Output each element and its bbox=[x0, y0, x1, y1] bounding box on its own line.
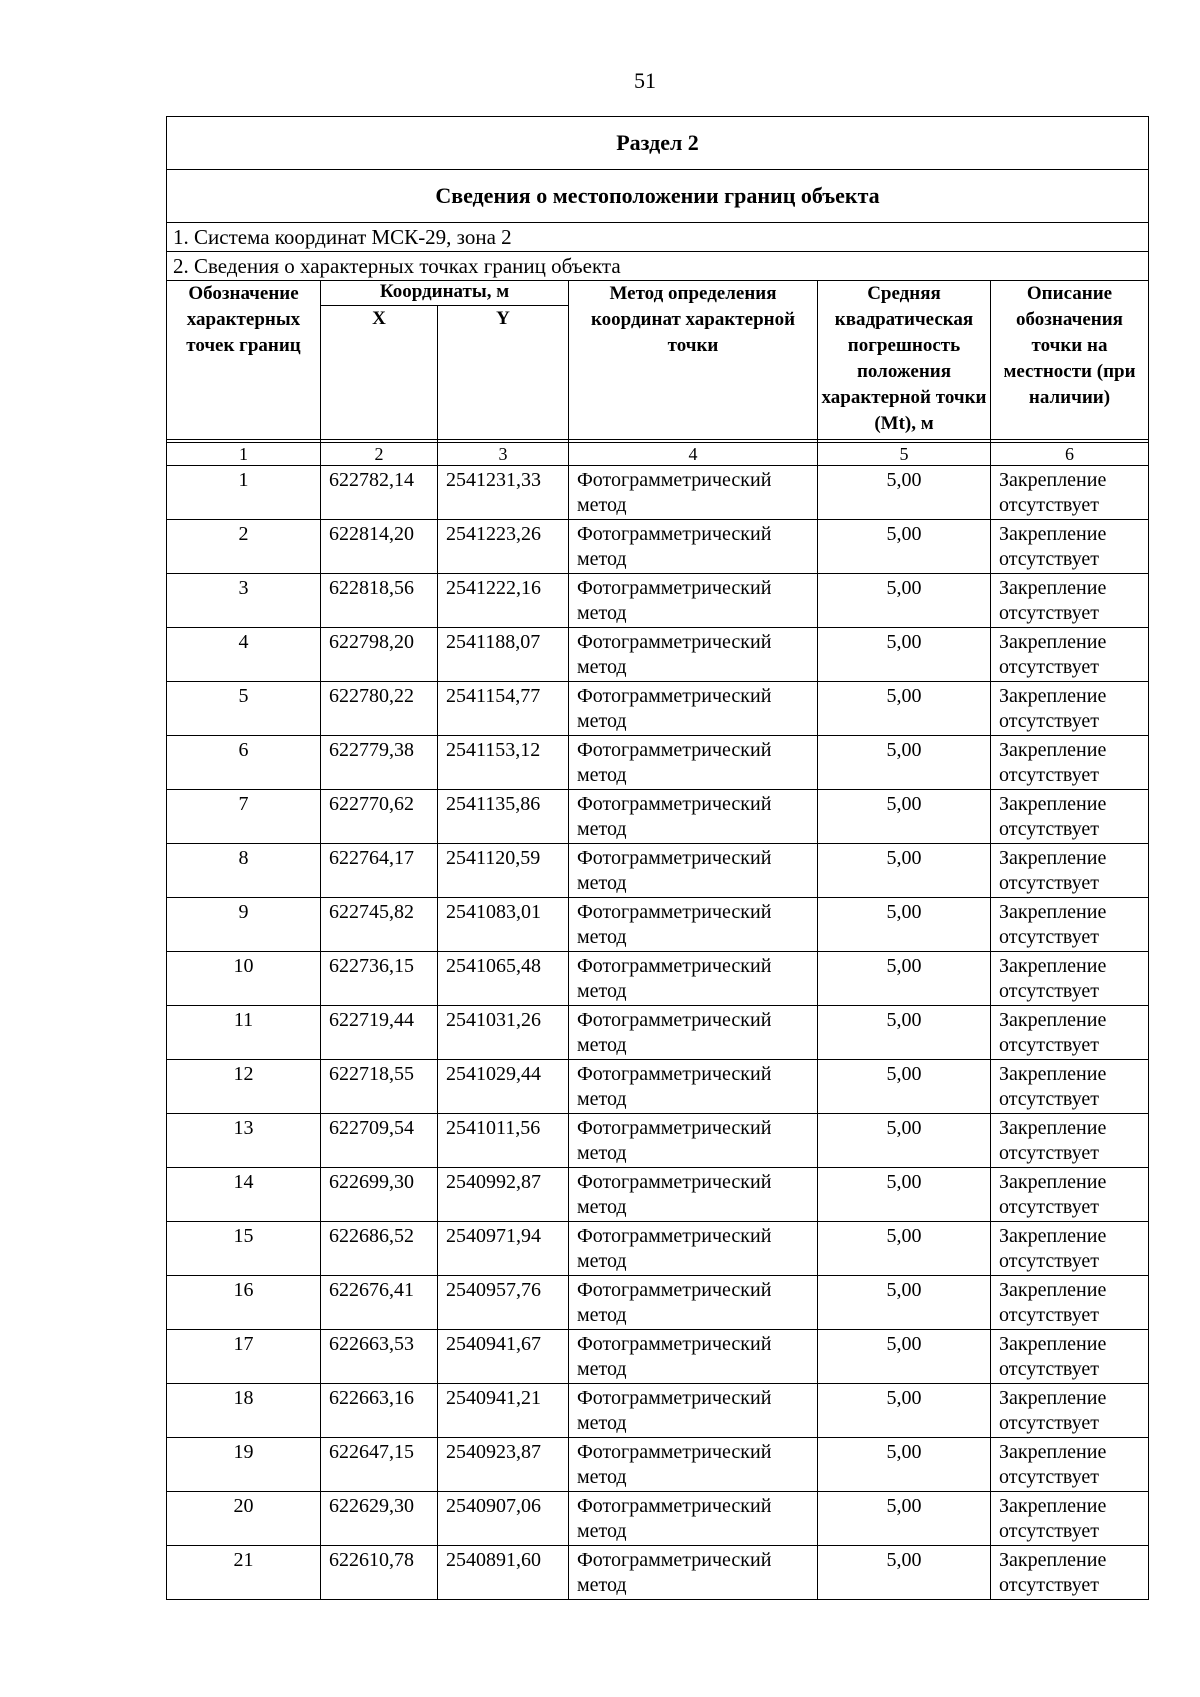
description-cell: Закрепление отсутствует bbox=[991, 952, 1149, 1006]
error-cell: 5,00 bbox=[818, 844, 991, 898]
table-row bbox=[167, 736, 1149, 790]
coord-x-cell: 622814,20 bbox=[321, 520, 438, 574]
table-row bbox=[167, 1222, 1149, 1276]
coord-x-cell: 622647,15 bbox=[321, 1438, 438, 1492]
coord-y-cell: 2540992,87 bbox=[438, 1168, 569, 1222]
point-id-cell: 2 bbox=[167, 520, 321, 574]
coord-y-cell: 2541223,26 bbox=[438, 520, 569, 574]
point-id-cell: 17 bbox=[167, 1330, 321, 1384]
error-cell: 5,00 bbox=[818, 1114, 991, 1168]
point-id-cell: 10 bbox=[167, 952, 321, 1006]
error-cell: 5,00 bbox=[818, 1060, 991, 1114]
description-cell: Закрепление отсутствует bbox=[991, 520, 1149, 574]
table-subtitle: Сведения о местоположении границ объекта bbox=[167, 170, 1149, 223]
coord-x-cell: 622782,14 bbox=[321, 466, 438, 520]
description-cell: Закрепление отсутствует bbox=[991, 1168, 1149, 1222]
column-number: 4 bbox=[569, 443, 818, 466]
section-title: Раздел 2 bbox=[167, 117, 1149, 170]
error-cell: 5,00 bbox=[818, 1546, 991, 1600]
table-row bbox=[167, 1006, 1149, 1060]
point-id-cell: 21 bbox=[167, 1546, 321, 1600]
header-coordinates: Координаты, м bbox=[321, 281, 569, 306]
description-cell: Закрепление отсутствует bbox=[991, 1114, 1149, 1168]
points-heading-line: 2. Сведения о характерных точках границ объекта bbox=[167, 252, 1149, 281]
description-cell: Закрепление отсутствует bbox=[991, 1276, 1149, 1330]
error-cell: 5,00 bbox=[818, 1384, 991, 1438]
table-row bbox=[167, 1060, 1149, 1114]
coord-x-cell: 622676,41 bbox=[321, 1276, 438, 1330]
description-cell: Закрепление отсутствует bbox=[991, 1492, 1149, 1546]
description-cell: Закрепление отсутствует bbox=[991, 1006, 1149, 1060]
header-y: Y bbox=[438, 306, 569, 440]
coord-x-cell: 622629,30 bbox=[321, 1492, 438, 1546]
table-row bbox=[167, 1330, 1149, 1384]
error-cell: 5,00 bbox=[818, 1330, 991, 1384]
point-id-cell: 19 bbox=[167, 1438, 321, 1492]
coord-y-cell: 2540891,60 bbox=[438, 1546, 569, 1600]
coord-x-cell: 622610,78 bbox=[321, 1546, 438, 1600]
column-number: 3 bbox=[438, 443, 569, 466]
error-cell: 5,00 bbox=[818, 1492, 991, 1546]
coord-x-cell: 622764,17 bbox=[321, 844, 438, 898]
method-cell: Фотограмметрический метод bbox=[569, 1114, 818, 1168]
table-row bbox=[167, 466, 1149, 520]
header-description: Описание обозначения точки на местности (при наличии) bbox=[991, 281, 1149, 440]
description-cell: Закрепление отсутствует bbox=[991, 1384, 1149, 1438]
method-cell: Фотограмметрический метод bbox=[569, 898, 818, 952]
method-cell: Фотограмметрический метод bbox=[569, 1168, 818, 1222]
coord-y-cell: 2540971,94 bbox=[438, 1222, 569, 1276]
description-cell: Закрепление отсутствует bbox=[991, 844, 1149, 898]
coord-y-cell: 2541011,56 bbox=[438, 1114, 569, 1168]
description-cell: Закрепление отсутствует bbox=[991, 574, 1149, 628]
method-cell: Фотограмметрический метод bbox=[569, 520, 818, 574]
header-method: Метод определения координат характерной точки bbox=[569, 281, 818, 440]
description-cell: Закрепление отсутствует bbox=[991, 682, 1149, 736]
coord-x-cell: 622686,52 bbox=[321, 1222, 438, 1276]
column-numbers-row bbox=[167, 443, 1149, 466]
method-cell: Фотограмметрический метод bbox=[569, 1006, 818, 1060]
method-cell: Фотограмметрический метод bbox=[569, 1438, 818, 1492]
error-cell: 5,00 bbox=[818, 628, 991, 682]
header-x: X bbox=[321, 306, 438, 440]
error-cell: 5,00 bbox=[818, 1168, 991, 1222]
method-cell: Фотограмметрический метод bbox=[569, 1276, 818, 1330]
coord-x-cell: 622798,20 bbox=[321, 628, 438, 682]
column-number: 1 bbox=[167, 443, 321, 466]
header-designation: Обозначение характерных точек границ bbox=[167, 281, 321, 440]
column-number: 6 bbox=[991, 443, 1149, 466]
method-cell: Фотограмметрический метод bbox=[569, 1060, 818, 1114]
point-id-cell: 14 bbox=[167, 1168, 321, 1222]
description-cell: Закрепление отсутствует bbox=[991, 1546, 1149, 1600]
table-row bbox=[167, 682, 1149, 736]
table-row bbox=[167, 1492, 1149, 1546]
method-cell: Фотограмметрический метод bbox=[569, 466, 818, 520]
error-cell: 5,00 bbox=[818, 1276, 991, 1330]
coord-y-cell: 2541031,26 bbox=[438, 1006, 569, 1060]
point-id-cell: 20 bbox=[167, 1492, 321, 1546]
coord-y-cell: 2540907,06 bbox=[438, 1492, 569, 1546]
header-error: Средняя квадратическая погрешность положения характерной точки (Mt), м bbox=[818, 281, 991, 440]
table-row bbox=[167, 520, 1149, 574]
coord-y-cell: 2541135,86 bbox=[438, 790, 569, 844]
coord-x-cell: 622663,16 bbox=[321, 1384, 438, 1438]
coord-x-cell: 622770,62 bbox=[321, 790, 438, 844]
coord-system-line: 1. Система координат МСК-29, зона 2 bbox=[167, 223, 1149, 252]
coord-y-cell: 2540941,21 bbox=[438, 1384, 569, 1438]
table-row bbox=[167, 1276, 1149, 1330]
coord-x-cell: 622718,55 bbox=[321, 1060, 438, 1114]
point-id-cell: 1 bbox=[167, 466, 321, 520]
column-number: 5 bbox=[818, 443, 991, 466]
point-id-cell: 9 bbox=[167, 898, 321, 952]
coord-x-cell: 622818,56 bbox=[321, 574, 438, 628]
table-row bbox=[167, 1384, 1149, 1438]
point-id-cell: 6 bbox=[167, 736, 321, 790]
point-id-cell: 7 bbox=[167, 790, 321, 844]
point-id-cell: 11 bbox=[167, 1006, 321, 1060]
coord-y-cell: 2541029,44 bbox=[438, 1060, 569, 1114]
error-cell: 5,00 bbox=[818, 466, 991, 520]
table-body bbox=[167, 466, 1149, 1600]
description-cell: Закрепление отсутствует bbox=[991, 1330, 1149, 1384]
method-cell: Фотограмметрический метод bbox=[569, 1330, 818, 1384]
method-cell: Фотограмметрический метод bbox=[569, 1546, 818, 1600]
method-cell: Фотограмметрический метод bbox=[569, 1222, 818, 1276]
method-cell: Фотограмметрический метод bbox=[569, 574, 818, 628]
method-cell: Фотограмметрический метод bbox=[569, 952, 818, 1006]
description-cell: Закрепление отсутствует bbox=[991, 628, 1149, 682]
method-cell: Фотограмметрический метод bbox=[569, 1492, 818, 1546]
coord-x-cell: 622779,38 bbox=[321, 736, 438, 790]
coord-y-cell: 2541153,12 bbox=[438, 736, 569, 790]
method-cell: Фотограмметрический метод bbox=[569, 1384, 818, 1438]
coord-x-cell: 622745,82 bbox=[321, 898, 438, 952]
coord-y-cell: 2540957,76 bbox=[438, 1276, 569, 1330]
coord-x-cell: 622699,30 bbox=[321, 1168, 438, 1222]
point-id-cell: 12 bbox=[167, 1060, 321, 1114]
method-cell: Фотограмметрический метод bbox=[569, 736, 818, 790]
description-cell: Закрепление отсутствует bbox=[991, 898, 1149, 952]
coord-y-cell: 2541083,01 bbox=[438, 898, 569, 952]
method-cell: Фотограмметрический метод bbox=[569, 790, 818, 844]
error-cell: 5,00 bbox=[818, 1006, 991, 1060]
coord-x-cell: 622719,44 bbox=[321, 1006, 438, 1060]
description-cell: Закрепление отсутствует bbox=[991, 466, 1149, 520]
description-cell: Закрепление отсутствует bbox=[991, 1222, 1149, 1276]
coord-y-cell: 2540941,67 bbox=[438, 1330, 569, 1384]
error-cell: 5,00 bbox=[818, 898, 991, 952]
table-row bbox=[167, 1546, 1149, 1600]
description-cell: Закрепление отсутствует bbox=[991, 736, 1149, 790]
boundary-points-table bbox=[166, 116, 1149, 1600]
table-row bbox=[167, 1114, 1149, 1168]
description-cell: Закрепление отсутствует bbox=[991, 1060, 1149, 1114]
table-row bbox=[167, 574, 1149, 628]
table-row bbox=[167, 1438, 1149, 1492]
error-cell: 5,00 bbox=[818, 736, 991, 790]
coord-x-cell: 622736,15 bbox=[321, 952, 438, 1006]
coord-y-cell: 2541222,16 bbox=[438, 574, 569, 628]
error-cell: 5,00 bbox=[818, 1438, 991, 1492]
point-id-cell: 8 bbox=[167, 844, 321, 898]
point-id-cell: 15 bbox=[167, 1222, 321, 1276]
description-cell: Закрепление отсутствует bbox=[991, 790, 1149, 844]
column-number: 2 bbox=[321, 443, 438, 466]
table-row bbox=[167, 844, 1149, 898]
coord-y-cell: 2541065,48 bbox=[438, 952, 569, 1006]
method-cell: Фотограмметрический метод bbox=[569, 682, 818, 736]
table-row bbox=[167, 898, 1149, 952]
page-number: 51 bbox=[634, 68, 656, 93]
table-row bbox=[167, 1168, 1149, 1222]
error-cell: 5,00 bbox=[818, 574, 991, 628]
coord-y-cell: 2540923,87 bbox=[438, 1438, 569, 1492]
error-cell: 5,00 bbox=[818, 1222, 991, 1276]
table-row bbox=[167, 628, 1149, 682]
coord-y-cell: 2541154,77 bbox=[438, 682, 569, 736]
point-id-cell: 16 bbox=[167, 1276, 321, 1330]
coord-x-cell: 622663,53 bbox=[321, 1330, 438, 1384]
coord-x-cell: 622780,22 bbox=[321, 682, 438, 736]
method-cell: Фотограмметрический метод bbox=[569, 628, 818, 682]
error-cell: 5,00 bbox=[818, 790, 991, 844]
table-row bbox=[167, 790, 1149, 844]
point-id-cell: 5 bbox=[167, 682, 321, 736]
description-cell: Закрепление отсутствует bbox=[991, 1438, 1149, 1492]
error-cell: 5,00 bbox=[818, 682, 991, 736]
error-cell: 5,00 bbox=[818, 952, 991, 1006]
error-cell: 5,00 bbox=[818, 520, 991, 574]
point-id-cell: 18 bbox=[167, 1384, 321, 1438]
coord-x-cell: 622709,54 bbox=[321, 1114, 438, 1168]
coord-y-cell: 2541188,07 bbox=[438, 628, 569, 682]
coord-y-cell: 2541120,59 bbox=[438, 844, 569, 898]
coord-y-cell: 2541231,33 bbox=[438, 466, 569, 520]
method-cell: Фотограмметрический метод bbox=[569, 844, 818, 898]
point-id-cell: 13 bbox=[167, 1114, 321, 1168]
point-id-cell: 4 bbox=[167, 628, 321, 682]
point-id-cell: 3 bbox=[167, 574, 321, 628]
table-row bbox=[167, 952, 1149, 1006]
